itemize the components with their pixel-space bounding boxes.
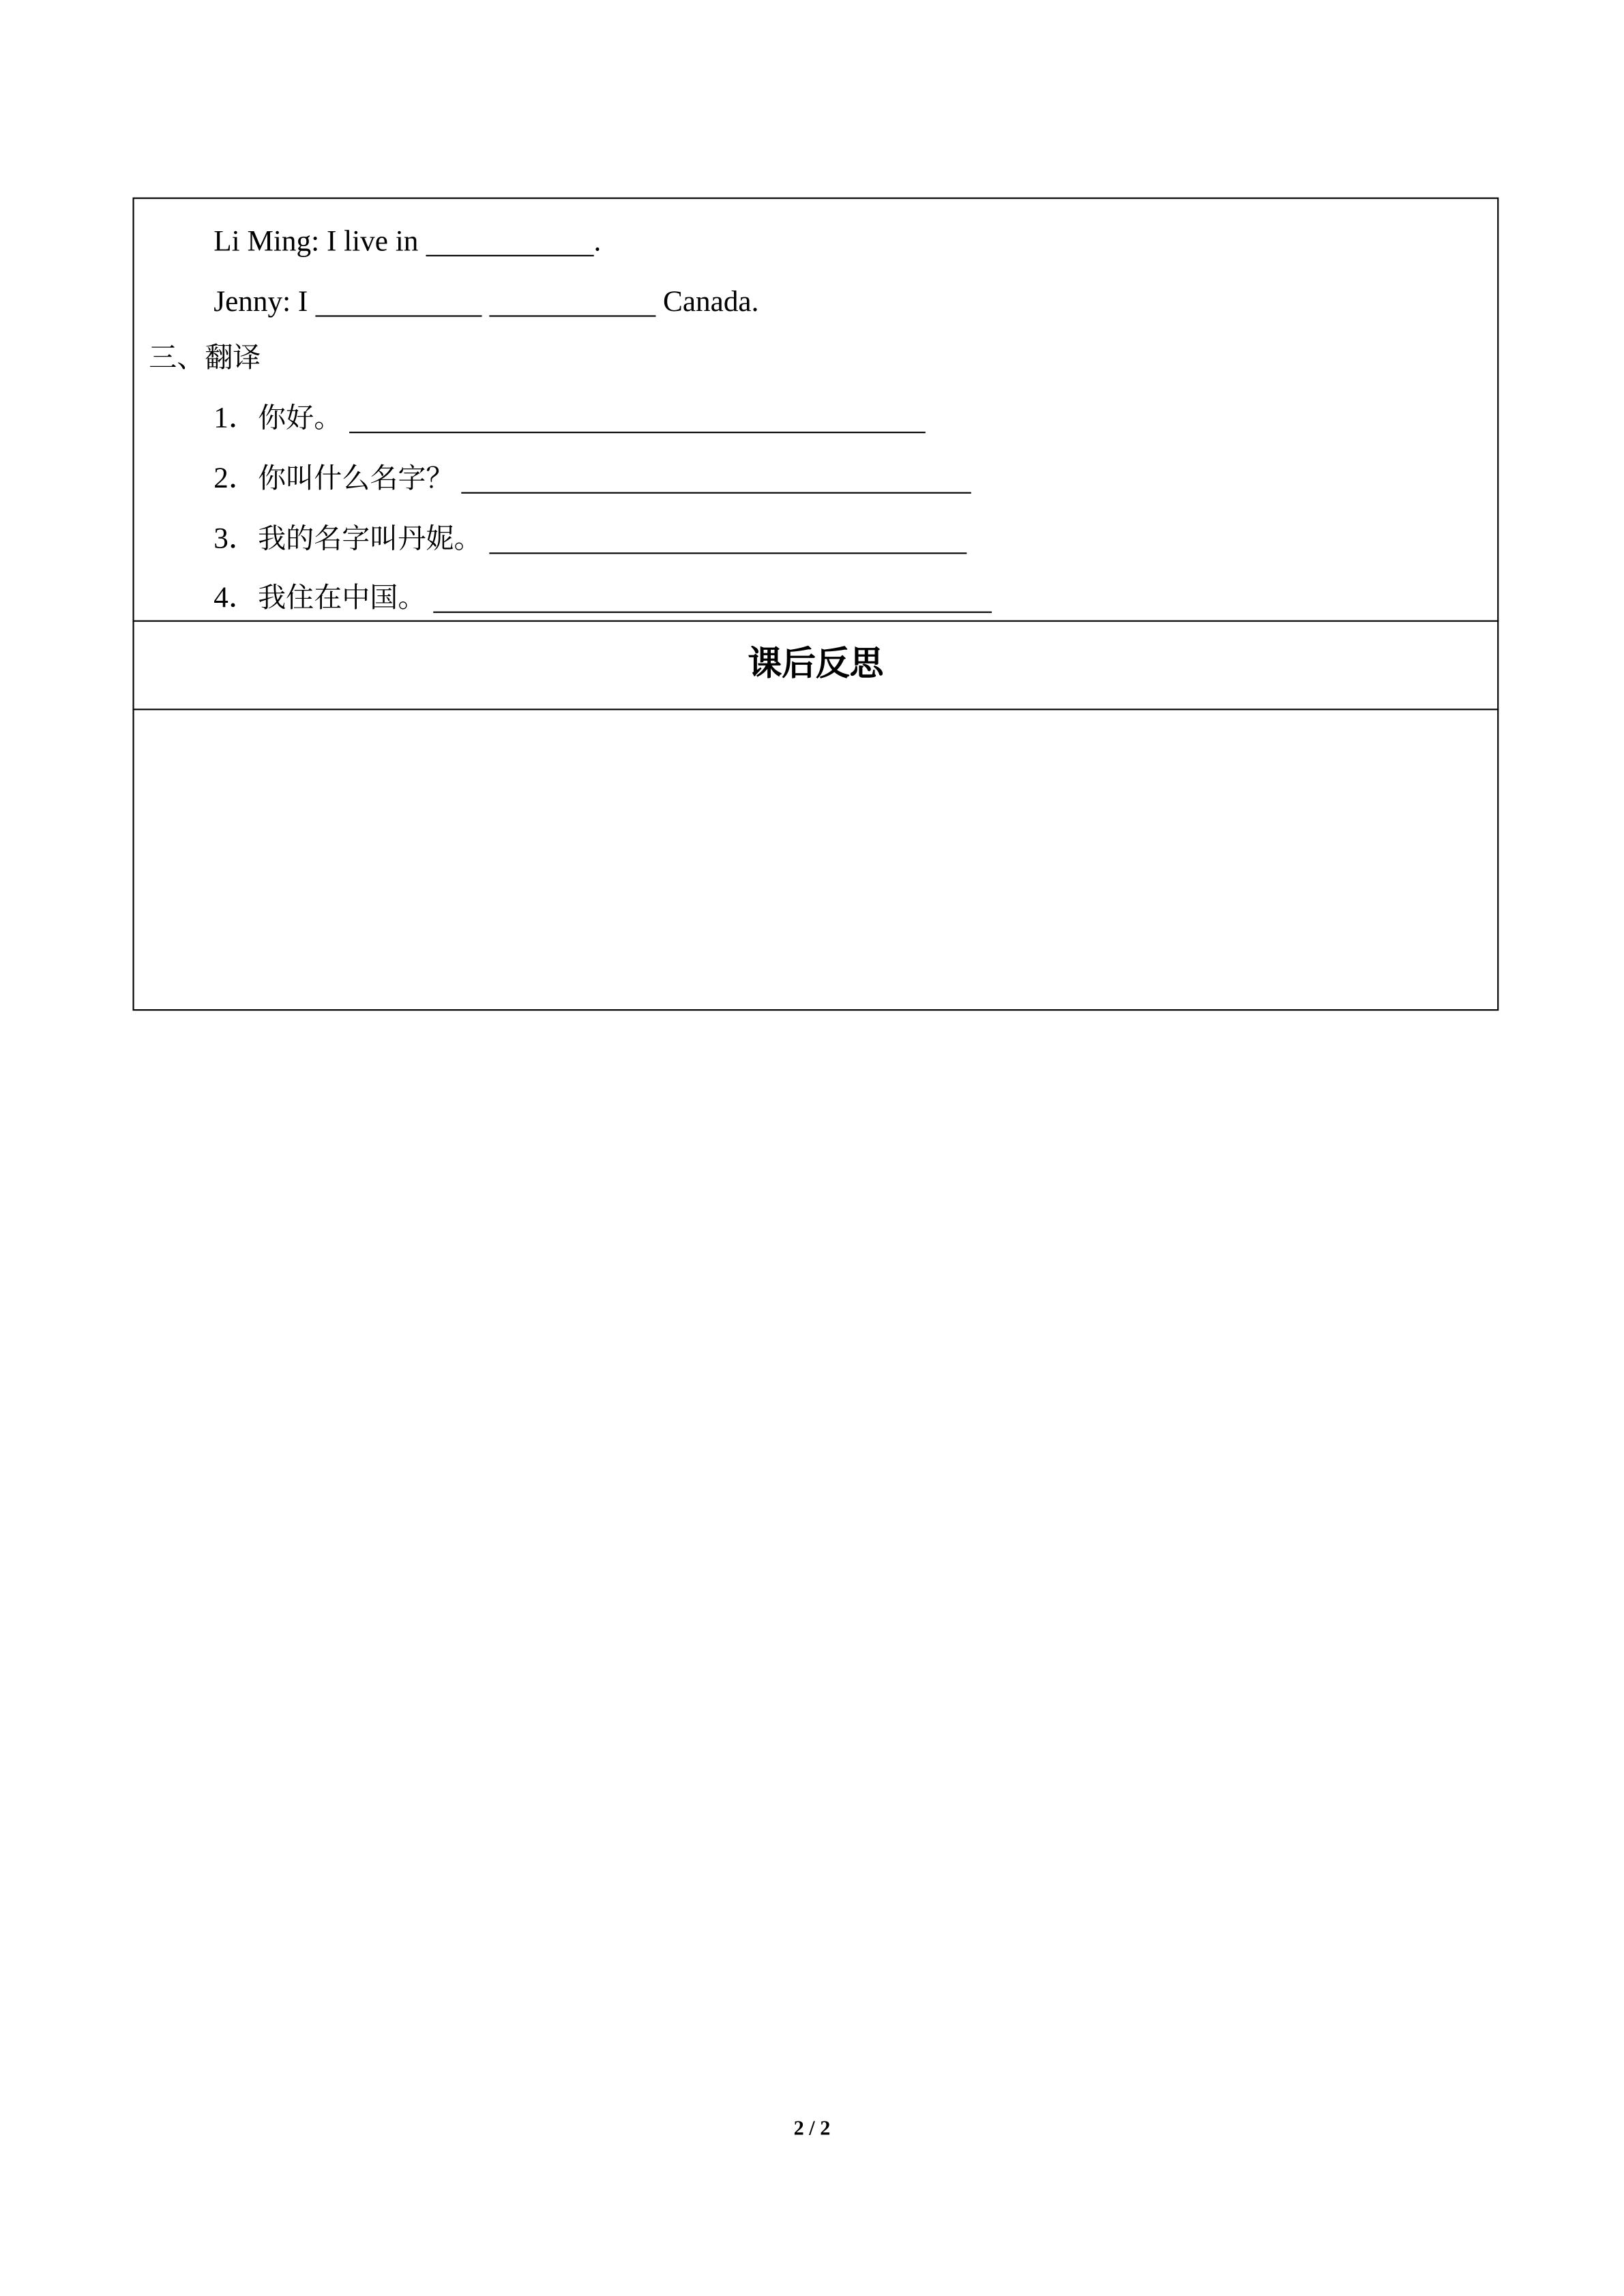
item-number: 2． xyxy=(213,462,259,495)
reflection-area[interactable] xyxy=(134,712,1498,1009)
item-text: 我住在中国。 xyxy=(258,582,426,614)
answer-blank[interactable] xyxy=(426,226,593,256)
jenny-suffix: Canada. xyxy=(663,286,759,318)
translation-item xyxy=(213,401,926,436)
item-number: 1． xyxy=(213,402,259,435)
page-number: 2 / 2 xyxy=(793,2118,831,2141)
translation-item xyxy=(213,461,971,496)
translation-item xyxy=(213,580,992,616)
item-number: 4． xyxy=(213,582,259,614)
translation-item xyxy=(213,522,966,557)
li-ming-suffix: . xyxy=(593,225,602,258)
item-text: 你叫什么名字？ xyxy=(258,462,454,495)
section-3-heading: 三、翻译 xyxy=(149,342,261,374)
table-divider-bottom xyxy=(132,709,1498,710)
answer-blank[interactable] xyxy=(433,582,992,612)
answer-blank[interactable] xyxy=(489,523,966,554)
answer-blank[interactable] xyxy=(315,286,482,316)
jenny-text: Jenny: I xyxy=(213,286,308,318)
li-ming-text: Li Ming: I live in xyxy=(213,225,419,258)
item-text: 我的名字叫丹妮。 xyxy=(258,523,482,556)
item-number: 3． xyxy=(213,523,259,556)
jenny-line xyxy=(213,284,758,320)
answer-blank[interactable] xyxy=(349,402,926,433)
answer-blank[interactable] xyxy=(461,462,971,493)
item-text: 你好。 xyxy=(258,402,342,435)
answer-blank[interactable] xyxy=(489,286,655,316)
reflection-title: 课后反思 xyxy=(748,645,884,684)
li-ming-line xyxy=(213,224,601,259)
table-divider-top xyxy=(132,621,1498,622)
